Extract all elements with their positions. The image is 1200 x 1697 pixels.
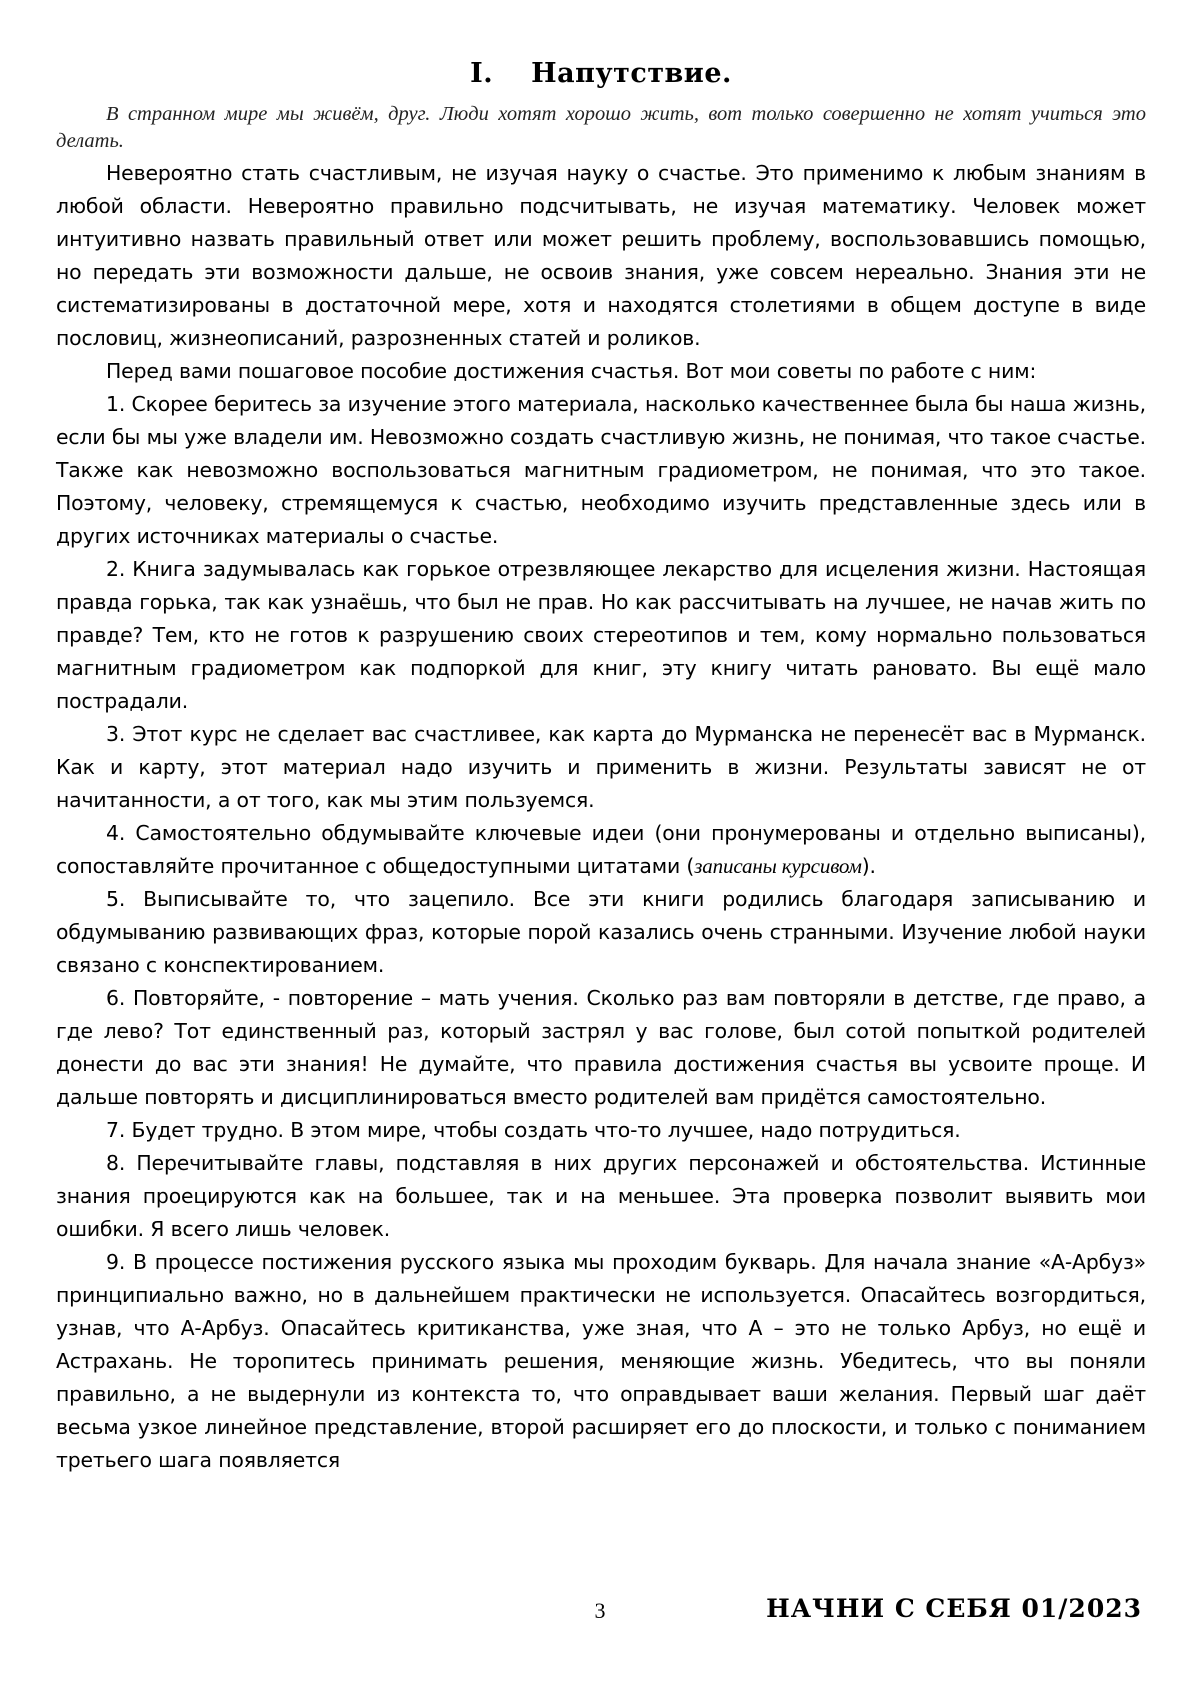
chapter-number: I. [470, 58, 494, 89]
paragraph-advice-9: 9. В процессе постижения русского языка мы проходим букварь. Для начала знание «А-Арбуз» принципиально важно, но в дальнейшем практически не используется. Опасайтесь возгордиться, узнав, что А-Арбуз. Опасайтесь критиканства, уже зная, что А – это не только Арбуз, но ещё и Астрахань. Не торопитесь принимать решения, меняющие жизнь. Убедитесь, что вы поняли правильно, а не выдернули из контекста то, что оправдывает ваши желания. Первый шаг даёт весьма узкое линейное представление, второй расширяет его до плоскости, и только с пониманием третьего шага появляется [56, 1250, 1146, 1472]
chapter-title: Напутствие. [531, 58, 732, 89]
epigraph: В странном мире мы живём, друг. Люди хотят хорошо жить, вот только совершенно не хотят учиться это делать. [56, 103, 1146, 152]
paragraph-advice-1: 1. Скорее беритесь за изучение этого материала, насколько качественнее была бы наша жизнь, если бы мы уже владели им. Невозможно создать счастливую жизнь, не понимая, что такое счастье. Также как невозможно воспользоваться магнитным градиометром, не понимая, что это такое. Поэтому, человеку, стремящемуся к счастью, необходимо изучить представленные здесь или в других источниках материалы о счастье. [56, 392, 1146, 548]
paragraph-advice-6: 6. Повторяйте, - повторение – мать учения. Сколько раз вам повторяли в детстве, где право, а где лево? Тот единственный раз, который застрял у вас голове, был сотой попыткой родителей донести до вас эти знания! Не думайте, что правила достижения счастья вы усвоите проще. И дальше повторять и дисциплинироваться вместо родителей вам придётся самостоятельно. [56, 986, 1146, 1109]
chapter-heading [56, 58, 1146, 89]
paragraph-advice-7: 7. Будет трудно. В этом мире, чтобы создать что-то лучшее, надо потрудиться. [106, 1118, 961, 1142]
page-content [56, 58, 1146, 1477]
paragraph-advice-4-end: ). [861, 854, 876, 878]
paragraph-advice-5: 5. Выписывайте то, что зацепило. Все эти книги родились благодаря записыванию и обдумыванию развивающих фраз, которые порой казались очень странными. Изучение любой науки связано с конспектированием. [56, 887, 1146, 977]
page-number: 3 [594, 1598, 606, 1623]
paragraph-advice-4-text: 4. Самостоятельно обдумывайте ключевые идеи (они пронумерованы и отдельно выписаны), сопоставляйте прочитанное с общедоступными цитатами ( [56, 821, 1146, 878]
paragraph-advice-4-italic: записаны курсивом [694, 854, 862, 878]
publication-title: НАЧНИ С СЕБЯ 01/2023 [766, 1594, 1142, 1623]
paragraph-advice-2: 2. Книга задумывалась как горькое отрезвляющее лекарство для исцеления жизни. Настоящая правда горька, так как узнаёшь, что был не прав. Но как рассчитывать на лучшее, не начав жить по правде? Тем, кто не готов к разрушению своих стереотипов и тем, кому нормально пользоваться магнитным градиометром как подпоркой для книг, эту книгу читать рановато. Вы ещё мало пострадали. [56, 557, 1146, 713]
paragraph-advice-4 [56, 817, 1146, 883]
paragraph-intro: Невероятно стать счастливым, не изучая науку о счастье. Это применимо к любым знаниям в любой области. Невероятно правильно подсчитывать, не изучая математику. Человек может интуитивно назвать правильный ответ или может решить проблему, воспользовавшись помощью, но передать эти возможности дальше, не освоив знания, уже совсем нереально. Знания эти не систематизированы в достаточной мере, хотя и находятся столетиями в общем доступе в виде пословиц, жизнеописаний, разрозненных статей и роликов. [56, 161, 1146, 350]
paragraph-advice-3: 3. Этот курс не сделает вас счастливее, как карта до Мурманска не перенесёт вас в Мурманск. Как и карту, этот материал надо изучить и применить в жизни. Результаты зависят не от начитанности, а от того, как мы этим пользуемся. [56, 722, 1146, 812]
paragraph-advice-intro: Перед вами пошаговое пособие достижения счастья. Вот мои советы по работе с ним: [106, 359, 1037, 383]
paragraph-advice-8: 8. Перечитывайте главы, подставляя в них других персонажей и обстоятельства. Истинные знания проецируются как на большее, так и на меньшее. Эта проверка позволит выявить мои ошибки. Я всего лишь человек. [56, 1151, 1146, 1241]
